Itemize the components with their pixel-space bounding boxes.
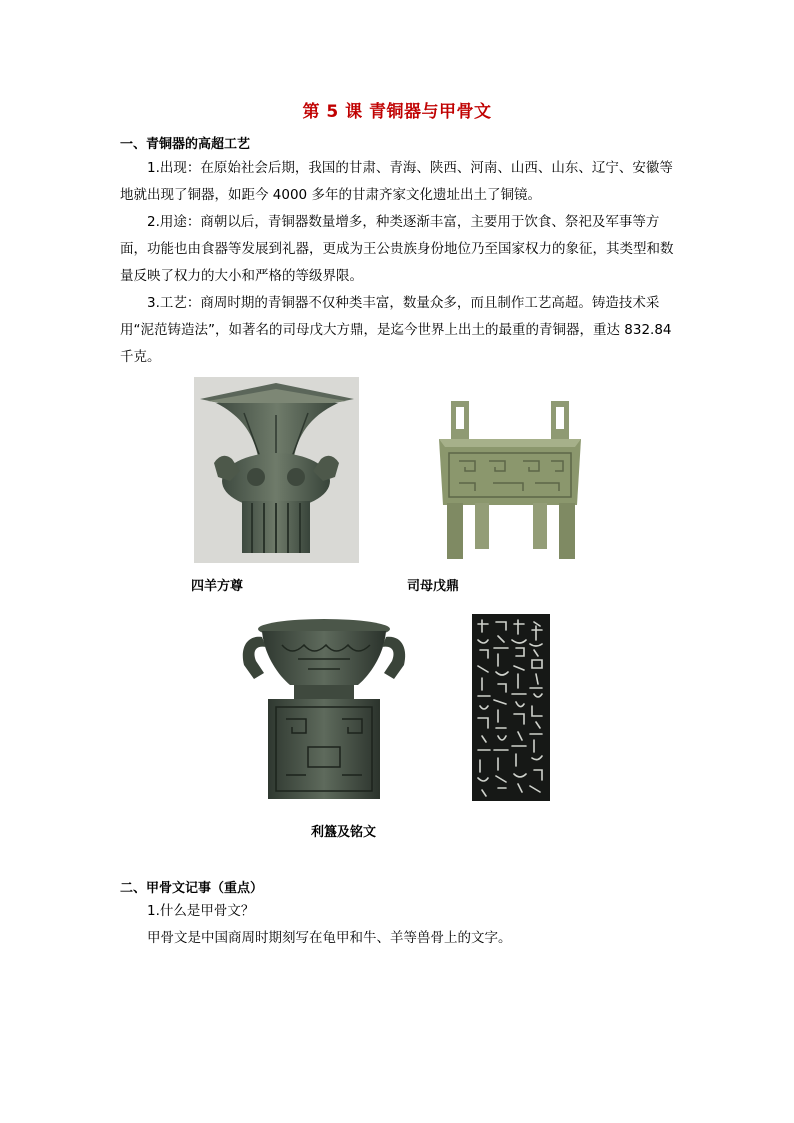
section-heading-oracle: 二、甲骨文记事（重点） [120, 881, 264, 896]
inscription-rubbing-image [472, 614, 550, 801]
answer-oracle: 甲骨文是中国商周时期刻写在龟甲和牛、羊等兽骨上的文字。 [147, 930, 512, 946]
paragraph-origin-text: 1.出现：在原始社会后期，我国的甘肃、青海、陕西、河南、山西、山东、辽宁、安徽等地就出现了铜器，如距今 4000 多年的甘肃齐家文化遗址出土了铜镜。 [120, 160, 673, 203]
lesson-title: 第 5 课 青铜器与甲骨文 [302, 102, 492, 122]
li-gui-illustration [238, 615, 410, 801]
paragraph-craft [120, 290, 678, 371]
caption-li-gui: 利簋及铭文 [311, 825, 377, 840]
question-oracle-text: 1.什么是甲骨文？ [147, 903, 255, 919]
caption-simuwu-ding: 司母戊鼎 [407, 579, 460, 594]
section-heading-bronze: 一、青铜器的高超工艺 [120, 137, 251, 152]
four-goat-zun-image [194, 377, 359, 563]
caption-four-goat-zun: 四羊方尊 [191, 579, 244, 594]
paragraph-craft-text: 3.工艺：商周时期的青铜器不仅种类丰富，数量众多，而且制作工艺高超。铸造技术采用“泥范铸造法”，如著名的司母戊大方鼎，是迄今世界上出土的最重的青铜器，重达 832.84 千克。 [120, 295, 672, 365]
paragraph-usage-text: 2.用途：商朝以后，青铜器数量增多，种类逐渐丰富，主要用于饮食、祭祀及军事等方面，功能也由食器等发展到礼器，更成为王公贵族身份地位乃至国家权力的象征，其类型和数量反映了权力的大小和严格的等级界限。 [120, 214, 674, 284]
question-oracle [120, 898, 678, 925]
paragraph-origin [120, 155, 678, 209]
simuwu-ding-image [437, 397, 583, 563]
simuwu-ding-illustration [437, 397, 583, 563]
inscription-rubbing-illustration [472, 614, 550, 801]
four-goat-zun-illustration [194, 377, 359, 563]
li-gui-image [238, 615, 410, 801]
paragraph-usage [120, 209, 678, 290]
